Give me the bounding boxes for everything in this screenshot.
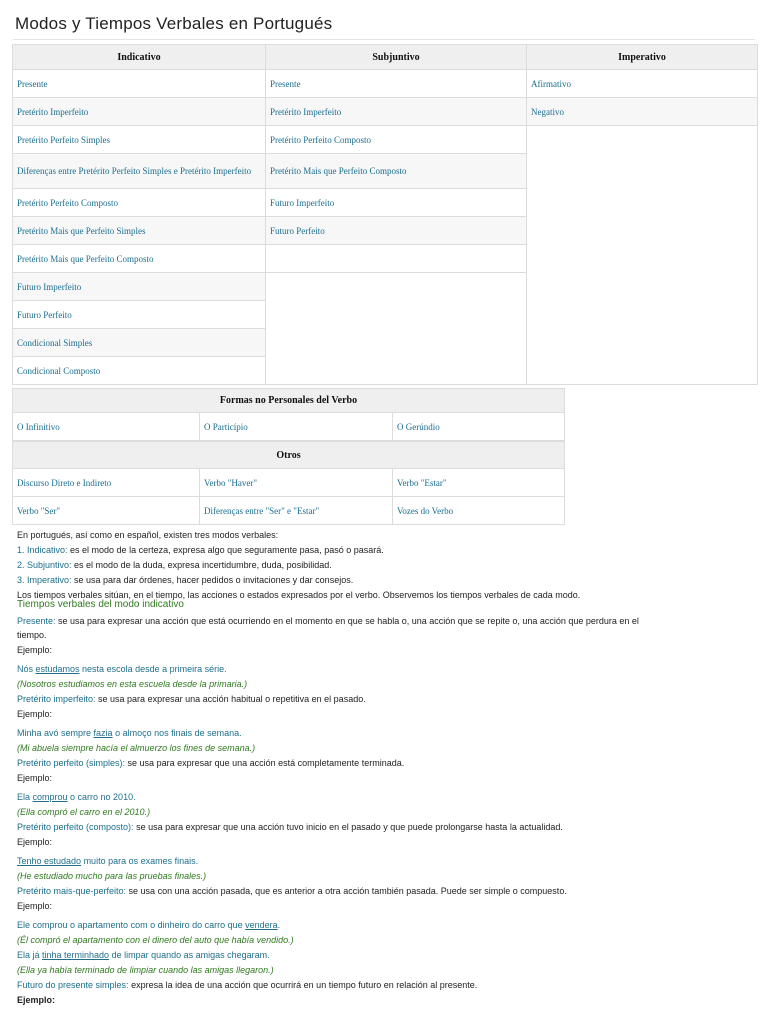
futuro-definition: [17, 979, 477, 992]
table-cell: [13, 217, 266, 245]
header-imperativo: Imperativo: [527, 45, 758, 70]
mode-subjuntivo-line: [17, 559, 332, 572]
link-ser-estar[interactable]: Diferenças entre "Ser" e "Estar": [204, 505, 320, 516]
table-cell: [200, 497, 393, 525]
example-pt: [17, 919, 280, 932]
table-header-row: [13, 45, 758, 70]
example-verb: vendera: [245, 920, 278, 930]
table-header-row: [13, 442, 565, 469]
header-subjuntivo: Subjuntivo: [266, 45, 527, 70]
ejemplo-label: Ejemplo:: [17, 709, 53, 719]
example-pt: [17, 791, 136, 804]
link-indicativo-perfeito-composto[interactable]: Pretérito Perfeito Composto: [17, 197, 118, 208]
example-text: o carro no 2010.: [67, 792, 136, 802]
link-discurso[interactable]: Discurso Direto e Indireto: [17, 477, 112, 488]
empty-cell: [266, 245, 527, 273]
example-verb: tinha terminhado: [42, 950, 110, 960]
table-cell: [200, 413, 393, 441]
ejemplo-label: Ejemplo:: [17, 645, 53, 655]
link-indicativo-futuro-perfeito[interactable]: Futuro Perfeito: [17, 309, 72, 320]
table-cell: [393, 497, 565, 525]
table-cell: [13, 329, 266, 357]
table-cell: [266, 70, 527, 98]
link-indicativo-presente[interactable]: Presente: [17, 78, 48, 89]
example-pt: [17, 949, 270, 962]
example-verb: Tenho estudado: [17, 856, 82, 866]
table-cell: [393, 469, 565, 497]
link-imperativo-afirmativo[interactable]: Afirmativo: [531, 78, 571, 89]
term-label: Pretérito imperfeito:: [17, 694, 96, 704]
ejemplo-label: Ejemplo:: [17, 901, 53, 911]
mais-que-perfeito-definition: [17, 885, 567, 898]
mode-text: se usa para dar órdenes, hacer pedidos o invitaciones y dar consejos.: [71, 575, 354, 585]
example-pt: [17, 855, 198, 868]
term-label: Pretérito perfeito (simples):: [17, 758, 126, 768]
example-verb: estudamos: [35, 664, 80, 674]
otros-table: [12, 441, 565, 525]
table-cell: [200, 469, 393, 497]
mode-label: 2. Subjuntivo:: [17, 560, 72, 570]
example-verb: comprou: [32, 792, 68, 802]
term-text: se usa para expresar que una acción tuvo inicio en el pasado y que puede prolongarse hasta la actualidad.: [133, 822, 563, 832]
link-subjuntivo-presente[interactable]: Presente: [270, 78, 301, 89]
perfeito-simples-definition: [17, 757, 404, 770]
table-row: [13, 126, 758, 154]
mode-indicativo-line: [17, 544, 384, 557]
link-indicativo-futuro-imperfeito[interactable]: Futuro Imperfeito: [17, 281, 82, 292]
header-otros: Otros: [13, 442, 565, 469]
example-text: Nós: [17, 664, 36, 674]
table-cell: [13, 154, 266, 189]
link-indicativo-condicional-composto[interactable]: Condicional Composto: [17, 365, 101, 376]
verb-modes-table: [12, 44, 758, 385]
table-cell: [527, 98, 758, 126]
table-cell: [13, 413, 200, 441]
example-es: (Mi abuela siempre hacía el almuerzo los fines de semana.): [17, 743, 256, 753]
link-indicativo-mais-que-perfeito-composto[interactable]: Pretérito Mais que Perfeito Composto: [17, 253, 154, 264]
term-text: expresa la idea de una acción que ocurrirá en un tiempo futuro en relación al presente.: [128, 980, 478, 990]
link-gerundio[interactable]: O Gerúndio: [397, 421, 440, 432]
table-cell: [266, 98, 527, 126]
table-header-row: [13, 389, 565, 413]
ejemplo-label: Ejemplo:: [17, 773, 53, 783]
example-text: Ele comprou o apartamento com o dinheiro do carro que: [17, 920, 246, 930]
link-verbo-ser[interactable]: Verbo "Ser": [17, 505, 61, 516]
formas-table: [12, 388, 565, 441]
term-text: se usa para expresar una acción que está ocurriendo en el momento en que se habla o, una acción que se repite o, una acción que perdura en el: [55, 616, 639, 626]
table-row: [13, 98, 758, 126]
page-title: Modos y Tiempos Verbales en Portugués: [15, 14, 333, 33]
example-text: o almoço nos finais de semana.: [112, 728, 242, 738]
table-cell: [13, 301, 266, 329]
mode-label: 1. Indicativo:: [17, 545, 68, 555]
link-participio[interactable]: O Particípio: [204, 421, 248, 432]
link-imperativo-negativo[interactable]: Negativo: [531, 106, 564, 117]
link-subjuntivo-preterito-imperfeito[interactable]: Pretérito Imperfeito: [270, 106, 342, 117]
table-row: [13, 497, 565, 525]
example-text: Ela: [17, 792, 33, 802]
table-row: [13, 413, 565, 441]
mode-text: es el modo de la duda, expresa incertidumbre, duda, posibilidad.: [71, 560, 332, 570]
header-indicativo: Indicativo: [13, 45, 266, 70]
link-indicativo-diferencas[interactable]: Diferenças entre Pretérito Perfeito Simples e Pretérito Imperfeito: [17, 166, 252, 176]
table-cell: [13, 245, 266, 273]
example-es: (Ella ya había terminado de limpiar cuando las amigas llegaron.): [17, 965, 274, 975]
link-indicativo-condicional-simples[interactable]: Condicional Simples: [17, 337, 93, 348]
example-es: (He estudiado mucho para las pruebas finales.): [17, 871, 207, 881]
link-subjuntivo-perfeito-composto[interactable]: Pretérito Perfeito Composto: [270, 134, 371, 145]
example-text: .: [277, 920, 281, 930]
example-text: Ela já: [17, 950, 43, 960]
example-es: (Él compró el apartamento con el dinero del auto que había vendido.): [17, 935, 294, 945]
example-text: muito para os exames finais.: [81, 856, 199, 866]
header-formas: Formas no Personales del Verbo: [13, 389, 565, 413]
example-pt: [17, 663, 227, 676]
example-text: Minha avó sempre: [17, 728, 94, 738]
table-row: [13, 70, 758, 98]
empty-cell: [266, 273, 527, 385]
link-verbo-haver[interactable]: Verbo "Haver": [204, 477, 258, 488]
perfeito-composto-definition: [17, 821, 563, 834]
link-verbo-estar[interactable]: Verbo "Estar": [397, 477, 447, 488]
presente-definition-cont: tiempo.: [17, 630, 47, 640]
ejemplo-label: Ejemplo:: [17, 995, 56, 1005]
title-divider: [13, 39, 755, 40]
mode-label: 3. Imperativo:: [17, 575, 72, 585]
link-subjuntivo-futuro-perfeito[interactable]: Futuro Perfeito: [270, 225, 325, 236]
table-cell: [13, 469, 200, 497]
term-label: Futuro do presente simples:: [17, 980, 129, 990]
term-label: Pretérito mais-que-perfeito:: [17, 886, 127, 896]
intro-line: En portugués, así como en español, existen tres modos verbales:: [17, 530, 279, 540]
table-cell: [13, 273, 266, 301]
link-subjuntivo-futuro-imperfeito[interactable]: Futuro Imperfeito: [270, 197, 335, 208]
tiempos-line: Los tiempos verbales sitúan, en el tiempo, las acciones o estados expresados por el verbo. Observemos los tiempos verbales de cada modo.: [17, 590, 581, 600]
term-label: Pretérito perfeito (composto):: [17, 822, 134, 832]
link-vozes[interactable]: Vozes do Verbo: [397, 505, 454, 516]
table-row: [13, 469, 565, 497]
table-cell: [266, 217, 527, 245]
term-text: se usa para expresar que una acción está completamente terminada.: [125, 758, 405, 768]
imperfeito-definition: [17, 693, 366, 706]
term-text: se usa con una acción pasada, que es anterior a otra acción también pasada. Puede ser simple o compuesto.: [126, 886, 567, 896]
section-title: Tiempos verbales del modo indicativo: [17, 599, 184, 610]
table-cell: [13, 98, 266, 126]
link-indicativo-preterito-imperfeito[interactable]: Pretérito Imperfeito: [17, 106, 89, 117]
link-subjuntivo-mais-que-perfeito-composto[interactable]: Pretérito Mais que Perfeito Composto: [270, 166, 407, 176]
table-cell: [266, 126, 527, 154]
link-indicativo-perfeito-simples[interactable]: Pretérito Perfeito Simples: [17, 134, 110, 145]
example-es: (Ella compró el carro en el 2010.): [17, 807, 151, 817]
table-cell: [393, 413, 565, 441]
ejemplo-label: Ejemplo:: [17, 837, 53, 847]
empty-cell: [527, 126, 758, 385]
example-pt: [17, 727, 242, 740]
term-text: se usa para expresar una acción habitual o repetitiva en el pasado.: [95, 694, 366, 704]
mode-text: es el modo de la certeza, expresa algo que seguramente pasa, pasó o pasará.: [67, 545, 384, 555]
table-cell: [13, 126, 266, 154]
table-cell: [13, 189, 266, 217]
example-verb: fazia: [93, 728, 113, 738]
link-indicativo-mais-que-perfeito-simples[interactable]: Pretérito Mais que Perfeito Simples: [17, 225, 146, 236]
table-cell: [13, 357, 266, 385]
table-cell: [266, 189, 527, 217]
example-es: (Nosotros estudiamos en esta escuela desde la primaria.): [17, 679, 248, 689]
table-cell: [13, 497, 200, 525]
table-cell: [266, 154, 527, 189]
table-cell: [527, 70, 758, 98]
presente-definition: [17, 615, 639, 628]
example-text: nesta escola desde a primeira série.: [79, 664, 227, 674]
example-text: de limpar quando as amigas chegaram.: [109, 950, 270, 960]
term-label: Presente:: [17, 616, 56, 626]
link-infinitivo[interactable]: O Infinitivo: [17, 421, 60, 432]
mode-imperativo-line: [17, 574, 353, 587]
table-cell: [13, 70, 266, 98]
